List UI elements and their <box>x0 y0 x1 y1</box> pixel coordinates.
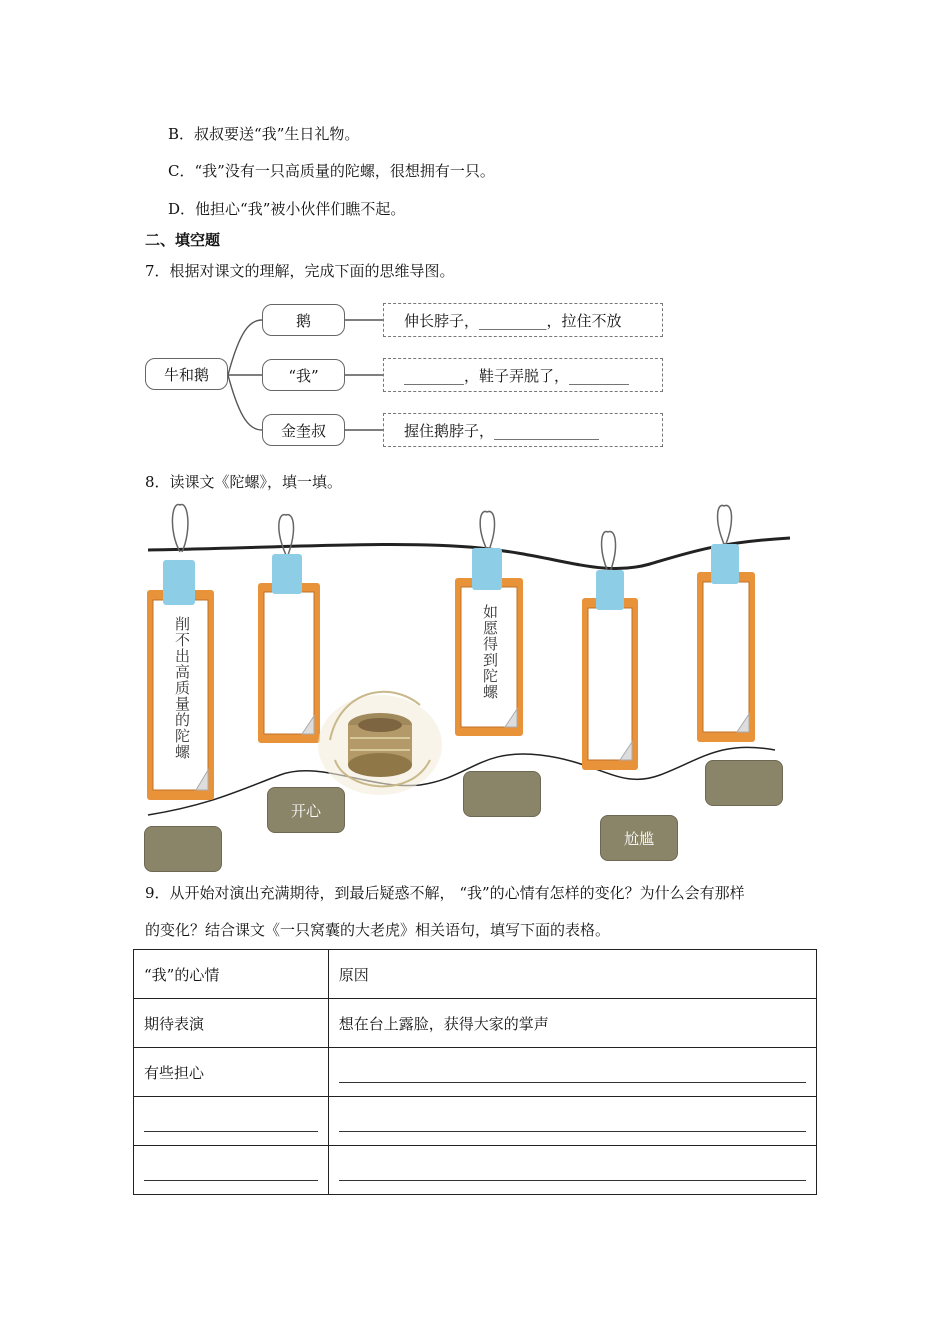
mindmap-fill-me: ________，鞋子弄脱了，________ <box>383 358 663 392</box>
answer-blank <box>144 1111 318 1132</box>
bookmark-illustration <box>0 490 950 880</box>
q8-prompt: 8．读课文《陀螺》，填一填。 <box>145 473 343 491</box>
q7-prompt: 7．根据对课文的理解，完成下面的思维导图。 <box>145 262 455 280</box>
spinning-top-image <box>318 692 442 795</box>
bookmark-text-1: 削不出高质量的陀螺 <box>173 616 191 760</box>
mindmap-fill-uncle: 握住鹅脖子，______________ <box>383 413 663 447</box>
mood-box-4: 尬尴 <box>600 815 678 861</box>
table-cell-mood: 期待表演 <box>134 999 329 1048</box>
table-cell-reason-blank <box>328 1146 816 1195</box>
q9-table <box>133 949 817 1195</box>
mood-box-5 <box>705 760 783 806</box>
answer-blank <box>339 1111 806 1132</box>
mindmap-branch-me: “我” <box>262 359 345 391</box>
table-cell-reason-blank <box>328 1048 816 1097</box>
mindmap-fill-goose: 伸长脖子，_________，拉住不放 <box>383 303 663 337</box>
table-cell-mood-blank <box>134 1146 329 1195</box>
answer-blank <box>339 1062 806 1083</box>
table-header-reason: 原因 <box>328 950 816 999</box>
mood-box-1 <box>144 826 222 872</box>
answer-blank <box>144 1160 318 1181</box>
bookmark-text-3: 如愿得到陀螺 <box>481 604 499 700</box>
table-cell-mood: 有些担心 <box>134 1048 329 1097</box>
option-b: B．叔叔要送“我”生日礼物。 <box>168 125 360 143</box>
table-row <box>134 1146 817 1195</box>
mood-box-2: 开心 <box>267 787 345 833</box>
table-row <box>134 999 817 1048</box>
table-header-mood: “我”的心情 <box>134 950 329 999</box>
option-d: D．他担心“我”被小伙伴们瞧不起。 <box>168 200 406 218</box>
table-cell-reason-blank <box>328 1097 816 1146</box>
option-c: C．“我”没有一只高质量的陀螺，很想拥有一只。 <box>168 162 495 180</box>
table-cell-reason: 想在台上露脸，获得大家的掌声 <box>328 999 816 1048</box>
section-title: 二、填空题 <box>145 231 221 249</box>
q9-prompt-line1: 9．从开始对演出充满期待，到最后疑惑不解， “我”的心情有怎样的变化？为什么会有那样 <box>145 884 745 902</box>
q9-prompt-line2: 的变化？结合课文《一只窝囊的大老虎》相关语句，填写下面的表格。 <box>145 921 611 939</box>
table-row <box>134 1097 817 1146</box>
mindmap-branch-goose: 鹅 <box>262 304 345 336</box>
table-header-row <box>134 950 817 999</box>
table-cell-mood-blank <box>134 1097 329 1146</box>
answer-blank <box>339 1160 806 1181</box>
mindmap-branch-uncle: 金奎叔 <box>262 414 345 446</box>
mindmap-root: 牛和鹅 <box>145 358 228 390</box>
bookmark-card-2 <box>258 515 320 743</box>
mood-box-3 <box>463 771 541 817</box>
table-row <box>134 1048 817 1097</box>
